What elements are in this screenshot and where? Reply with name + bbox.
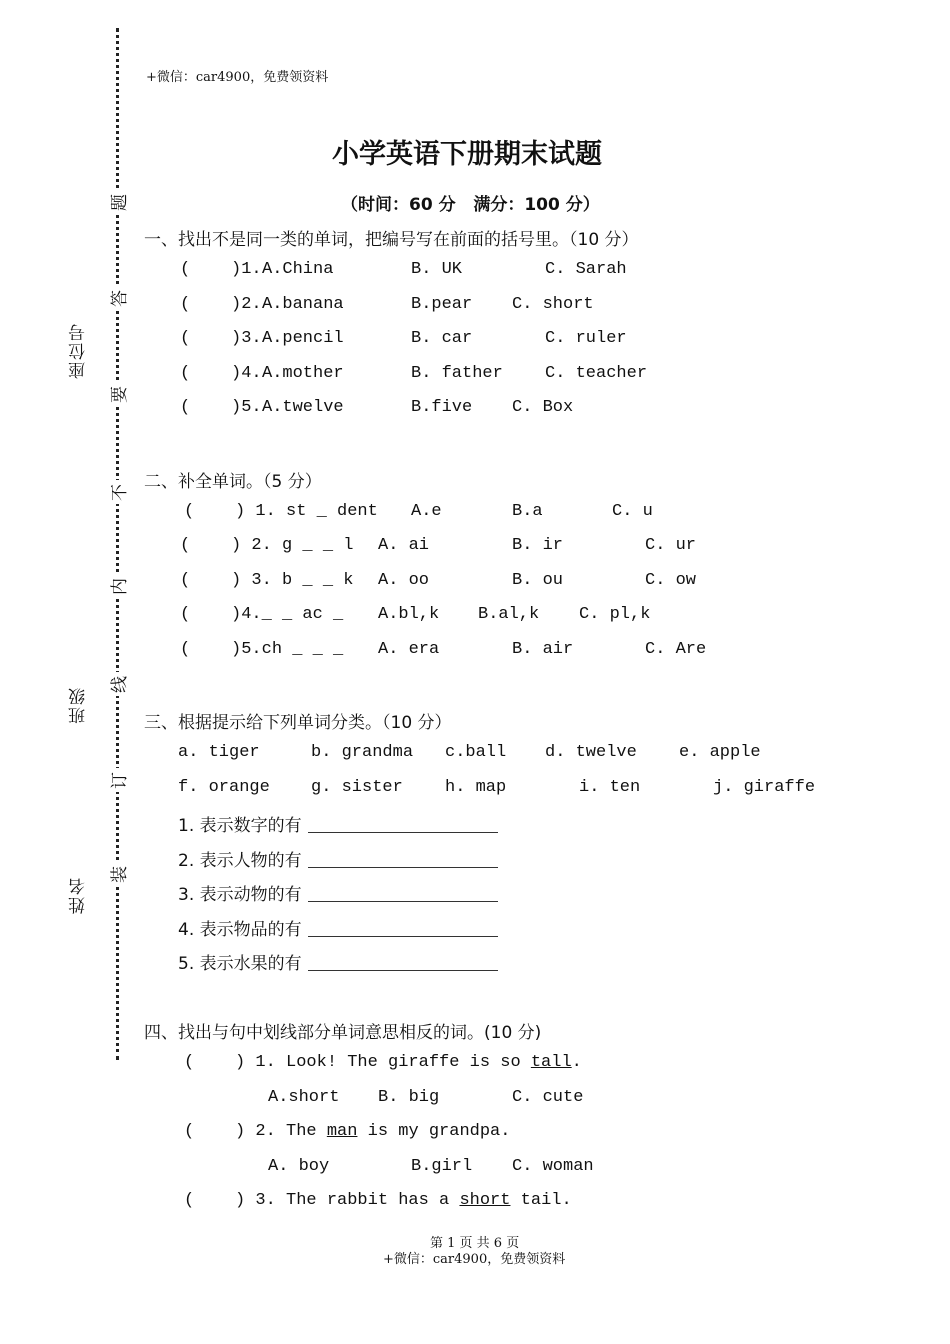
s4-q1-option-b: B. big xyxy=(378,1088,440,1107)
s2-q2-option-c: C. ur xyxy=(645,536,697,555)
s1-q2-option-c: C. short xyxy=(512,295,594,314)
s2-q3-question: ( ) 3. b _ _ k xyxy=(180,571,354,590)
s4-q2-option-a: A. boy xyxy=(268,1157,330,1176)
binding-char-5: 内 xyxy=(106,574,128,598)
s3-prompt-4: 4. 表示物品的有 xyxy=(178,915,498,940)
s2-q3-option-a: A. oo xyxy=(378,571,430,590)
s1-q1-number: ( )1. xyxy=(180,260,262,279)
s1-q4-number: ( )4. xyxy=(180,364,262,383)
s1-q3-number: ( )3. xyxy=(180,329,262,348)
s1-q1-option-a: A.China xyxy=(262,260,334,279)
binding-char-6: 线 xyxy=(106,672,128,696)
binding-char-2: 答 xyxy=(106,286,128,310)
s1-q4-option-b: B. father xyxy=(411,364,503,383)
s2-q2-option-a: A. ai xyxy=(378,536,430,555)
s3-prompt-5: 5. 表示水果的有 xyxy=(178,949,498,974)
s3-prompt-2: 2. 表示人物的有 xyxy=(178,846,498,871)
s3-prompt-3: 3. 表示动物的有 xyxy=(178,880,498,905)
s1-q4-option-a: A.mother xyxy=(262,364,344,383)
s4-q1-option-a: A.short xyxy=(268,1088,340,1107)
s1-q2-number: ( )2. xyxy=(180,295,262,314)
name-label: 姓名 xyxy=(69,876,89,914)
s2-q4-option-a: A.bl,k xyxy=(378,605,440,624)
s4-q2-option-c: C. woman xyxy=(512,1157,594,1176)
class-label: 班级 xyxy=(69,686,89,724)
s1-q2-option-b: B.pear xyxy=(411,295,473,314)
s4-q1-underlined-word: tall xyxy=(530,1053,572,1072)
s1-q5-option-a: A.twelve xyxy=(262,398,344,417)
binding-char-4: 不 xyxy=(106,480,128,504)
s3-word-f: f. orange xyxy=(178,778,270,797)
s3-answer-blank-4[interactable] xyxy=(308,922,498,937)
s3-word-d: d. twelve xyxy=(545,743,637,762)
seat-number-label: 座位号 xyxy=(69,322,89,379)
watermark-bottom: +微信：car4900，免费领资料 xyxy=(383,1252,566,1267)
s1-q2-option-a: A.banana xyxy=(262,295,344,314)
s2-q2-option-b: B. ir xyxy=(512,536,564,555)
binding-line xyxy=(116,28,119,1060)
s2-q4-question: ( )4._ _ ac _ xyxy=(180,605,344,624)
s3-prompt-1: 1. 表示数字的有 xyxy=(178,811,498,836)
s3-word-g: g. sister xyxy=(311,778,403,797)
section2-heading: 二、补全单词。（5 分） xyxy=(144,472,322,492)
section1-heading: 一、找出不是同一类的单词，把编号写在前面的括号里。（10 分） xyxy=(144,230,639,250)
s2-q2-question: ( ) 2. g _ _ l xyxy=(180,536,354,555)
s3-word-h: h. map xyxy=(445,778,507,797)
s3-answer-blank-3[interactable] xyxy=(308,887,498,902)
s3-word-b: b. grandma xyxy=(311,743,414,762)
section3-heading: 三、根据提示给下列单词分类。（10 分） xyxy=(144,713,452,733)
s2-q3-option-b: B. ou xyxy=(512,571,564,590)
s4-q1-option-c: C. cute xyxy=(512,1088,584,1107)
s4-q3: ( ) 3. The rabbit has a short tail. xyxy=(184,1191,572,1210)
s4-q2-underlined-word: man xyxy=(326,1122,358,1141)
s1-q3-option-b: B. car xyxy=(411,329,473,348)
s1-q5-number: ( )5. xyxy=(180,398,262,417)
s2-q1-option-b: B.a xyxy=(512,502,543,521)
binding-char-8: 装 xyxy=(106,862,128,886)
s2-q1-option-c: C. u xyxy=(612,502,653,521)
s1-q3-option-a: A.pencil xyxy=(262,329,344,348)
binding-char-7: 订 xyxy=(106,768,128,792)
s3-word-e: e. apple xyxy=(679,743,761,762)
s4-q1: ( ) 1. Look! The giraffe is so tall. xyxy=(184,1053,582,1072)
s2-q4-option-b: B.al,k xyxy=(478,605,540,624)
binding-char-1: 题 xyxy=(106,190,128,214)
s2-q1-question: ( ) 1. st _ dent xyxy=(184,502,378,521)
s2-q5-option-b: B. air xyxy=(512,640,574,659)
s3-word-a: a. tiger xyxy=(178,743,260,762)
s2-q5-question: ( )5.ch _ _ _ xyxy=(180,640,344,659)
s3-answer-blank-1[interactable] xyxy=(308,818,498,833)
s3-answer-blank-2[interactable] xyxy=(308,853,498,868)
s2-q5-option-c: C. Are xyxy=(645,640,707,659)
page-title: 小学英语下册期末试题 xyxy=(332,139,602,170)
s3-word-j: j. giraffe xyxy=(713,778,816,797)
s4-q3-underlined-word: short xyxy=(459,1191,511,1210)
s4-q2: ( ) 2. The man is my grandpa. xyxy=(184,1122,511,1141)
s3-word-i: i. ten xyxy=(579,778,641,797)
s2-q4-option-c: C. pl,k xyxy=(579,605,651,624)
s1-q1-option-c: C. Sarah xyxy=(545,260,627,279)
s1-q3-option-c: C. ruler xyxy=(545,329,627,348)
s2-q3-option-c: C. ow xyxy=(645,571,697,590)
watermark-top: +微信：car4900，免费领资料 xyxy=(146,70,329,85)
s2-q1-option-a: A.e xyxy=(411,502,442,521)
s3-answer-blank-5[interactable] xyxy=(308,956,498,971)
s2-q5-option-a: A. era xyxy=(378,640,440,659)
s1-q5-option-c: C. Box xyxy=(512,398,574,417)
s4-q2-option-b: B.girl xyxy=(411,1157,473,1176)
binding-char-3: 要 xyxy=(106,382,128,406)
s1-q5-option-b: B.five xyxy=(411,398,473,417)
s3-word-c: c.ball xyxy=(445,743,507,762)
s1-q4-option-c: C. teacher xyxy=(545,364,648,383)
page-number: 第 1 页 共 6 页 xyxy=(430,1236,520,1251)
s1-q1-option-b: B. UK xyxy=(411,260,463,279)
section4-heading: 四、找出与句中划线部分单词意思相反的词。(10 分) xyxy=(144,1023,542,1043)
exam-subtitle: （时间：60 分 满分：100 分） xyxy=(341,195,600,215)
